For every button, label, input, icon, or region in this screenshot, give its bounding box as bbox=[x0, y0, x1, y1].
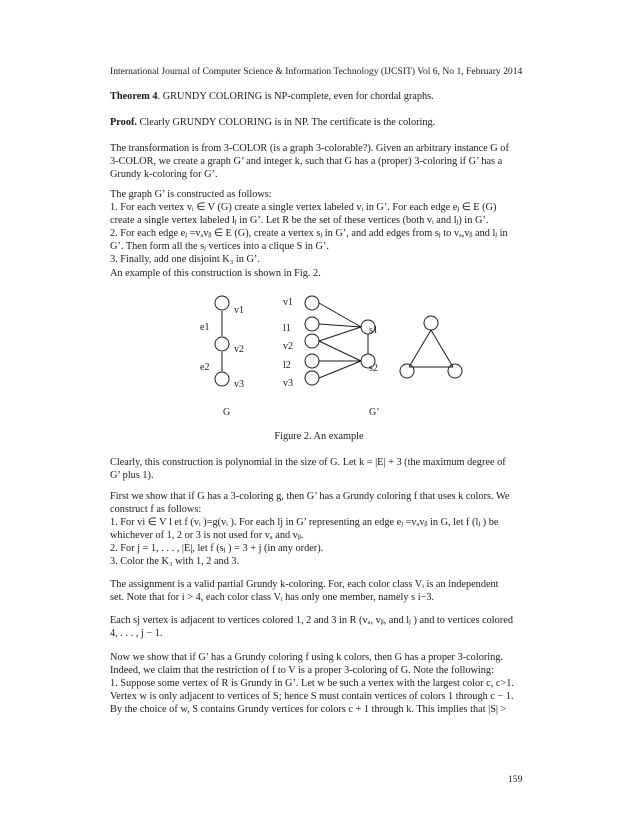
text-line: By the choice of w, S contains Grundy vertices for colors c + 1 through k. This implies that |S| > bbox=[110, 704, 507, 716]
figure-caption: Figure 2. An example bbox=[274, 431, 364, 442]
text-line: An example of this construction is shown in Fig. 2. bbox=[110, 267, 321, 279]
k3-edge-right bbox=[431, 330, 453, 367]
k3-vertex-left bbox=[400, 364, 414, 378]
vertex-v2 bbox=[215, 337, 229, 351]
text-line: G’ plus 1). bbox=[110, 470, 154, 482]
text-line: Now we show that if G’ has a Grundy coloring f using k colors, then G has a proper 3-coloring. bbox=[110, 652, 504, 663]
edge-v1-s1 bbox=[319, 303, 361, 327]
text-line: G’. Then form all the sⱼ vertices into a clique S in G’. bbox=[110, 241, 329, 253]
text-line: create a single vertex labeled lⱼ in G’. Let R be the set of these vertices (both vᵢ and lⱼ) in G’. bbox=[110, 215, 489, 227]
text-line: 3. Color the K₃ with 1, 2 and 3. bbox=[110, 556, 240, 568]
vertex-gp-v1 bbox=[305, 296, 319, 310]
label-e2: e2 bbox=[200, 362, 210, 373]
text-line: construct f as follows: bbox=[110, 504, 202, 516]
label-gp-v2: v2 bbox=[283, 341, 293, 352]
vertex-gp-v3 bbox=[305, 371, 319, 385]
text-line: 3. Finally, add one disjoint K₃ in G’. bbox=[110, 254, 260, 266]
proof-label: Proof. bbox=[110, 117, 137, 128]
text-line: Each sj vertex is adjacent to vertices colored 1, 2 and 3 in R (vₐ, vᵦ, and lⱼ ) and to vertices colored bbox=[110, 615, 513, 626]
label-gp-s2: s2 bbox=[369, 363, 378, 374]
label-v1: v1 bbox=[234, 305, 244, 316]
edge-v2-s1 bbox=[319, 327, 361, 341]
graph-name-gp: G’ bbox=[369, 407, 380, 418]
edge-l1-s1 bbox=[319, 324, 361, 327]
vertex-gp-l1 bbox=[305, 317, 319, 331]
k3-edge-left bbox=[409, 330, 431, 367]
text-line: Vertex w is only adjacent to vertices of S; hence S must contain vertices of colors 1 through c − 1. bbox=[110, 691, 514, 703]
text-line: First we show that if G has a 3-coloring g, then G’ has a Grundy coloring f that uses k colors. We bbox=[110, 491, 510, 502]
paragraph-each-s bbox=[110, 614, 532, 640]
label-gp-l1: l1 bbox=[283, 323, 291, 334]
text-line: Grundy k-coloring for G’. bbox=[110, 169, 218, 181]
text-line: whichever of 1, 2 or 3 is not used for vₐ and vᵦ. bbox=[110, 530, 304, 542]
theorem-label: Theorem 4 bbox=[110, 91, 158, 102]
page-number: 159 bbox=[508, 774, 523, 785]
paragraph-converse bbox=[110, 651, 532, 716]
text-line: 2. For each edge eⱼ =vₐvᵦ ∈ E (G), create a vertex sⱼ in G’, and add edges from sⱼ to vₐ,vᵦ and lⱼ in bbox=[110, 228, 508, 240]
text-line: 2. For j = 1, . . . , |E|, let f (sⱼ ) = 3 + j (in any order). bbox=[110, 543, 324, 555]
label-gp-l2: l2 bbox=[283, 360, 291, 371]
text-line: 1. For vi ∈ V l et f (vᵢ )=g(vᵢ ). For each lj in G’ representing an edge eⱼ =vₐvᵦ in G, let f (lⱼ ) be bbox=[110, 517, 499, 529]
vertex-v3 bbox=[215, 372, 229, 386]
text-line: Indeed, we claim that the restriction of f to V is a proper 3-coloring of G. Note the following: bbox=[110, 665, 494, 677]
k3-vertex-top bbox=[424, 316, 438, 330]
label-gp-v3: v3 bbox=[283, 378, 293, 389]
theorem-text: . GRUNDY COLORING is NP-complete, even for chordal graphs. bbox=[157, 91, 434, 102]
paragraph-assignment bbox=[110, 578, 532, 604]
vertex-gp-v2 bbox=[305, 334, 319, 348]
text-line: Clearly, this construction is polynomial in the size of G. Let k = |E| + 3 (the maximum degree of bbox=[110, 457, 506, 468]
vertex-v1 bbox=[215, 296, 229, 310]
paragraph-polynomial bbox=[110, 456, 532, 482]
graph-name-g: G bbox=[223, 407, 231, 418]
edge-v2-s2 bbox=[319, 341, 361, 361]
text-line: 3-COLOR, we create a graph G’ and integer k, such that G has a (proper) 3-coloring if G’ has a bbox=[110, 156, 503, 168]
text-line: 1. Suppose some vertex of R is Grundy in G’. Let w be such a vertex with the largest color c, c>1. bbox=[110, 678, 514, 690]
text-line: The graph G’ is constructed as follows: bbox=[110, 189, 272, 200]
k3-vertex-right bbox=[448, 364, 462, 378]
text-line: The transformation is from 3-COLOR (is a graph 3-colorable?). Given an arbitrary instance G of bbox=[110, 143, 509, 154]
text-line: 4, . . . , j − 1. bbox=[110, 628, 163, 640]
vertex-gp-l2 bbox=[305, 354, 319, 368]
label-gp-s1: s1 bbox=[369, 325, 378, 336]
paragraph-first-direction bbox=[110, 490, 532, 569]
text-line: set. Note that for i > 4, each color class Vᵢ has only one member, namely s i−3. bbox=[110, 592, 435, 604]
proof-text: Clearly GRUNDY COLORING is in NP. The certificate is the coloring. bbox=[136, 117, 436, 128]
journal-header: International Journal of Computer Science & Information Technology (IJCSIT) Vol 6, No 1, February 2014 bbox=[110, 66, 523, 77]
label-gp-v1: v1 bbox=[283, 297, 293, 308]
label-v3: v3 bbox=[234, 379, 244, 390]
text-line: The assignment is a valid partial Grundy k-coloring. For, each color class Vᵢ is an independent bbox=[110, 579, 499, 590]
text-line: 1. For each vertex vᵢ ∈ V (G) create a single vertex labeled vᵢ in G’. For each edge eⱼ ∈ E (G) bbox=[110, 202, 497, 214]
edge-v3-s2 bbox=[319, 361, 361, 378]
label-v2: v2 bbox=[234, 344, 244, 355]
label-e1: e1 bbox=[200, 322, 210, 333]
